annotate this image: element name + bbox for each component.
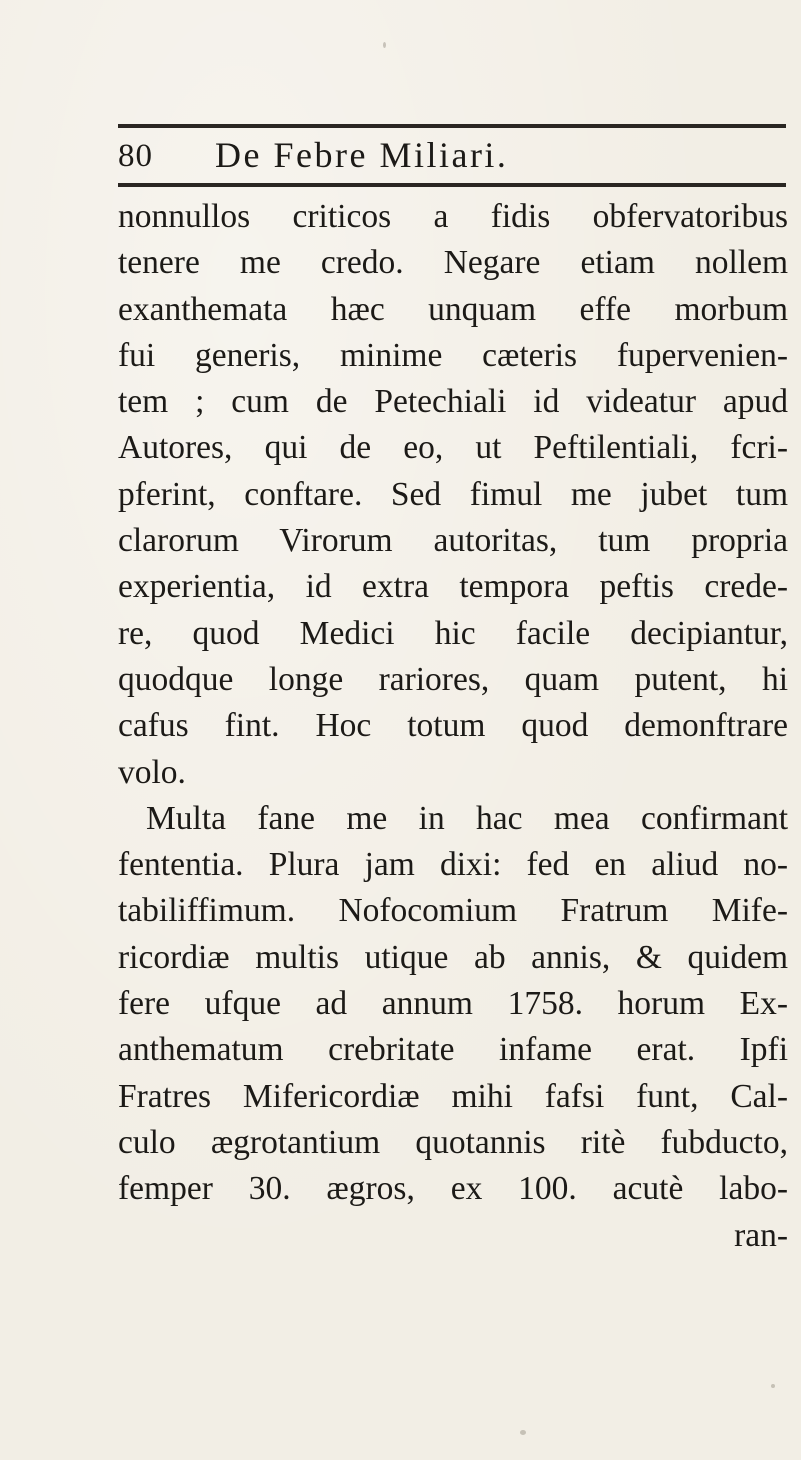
catchword: ran- xyxy=(734,1216,788,1254)
text-line: Fratres Mifericordiæ mihi fafsi funt, Cal- xyxy=(118,1077,788,1115)
text-line: re, quod Medici hic facile decipiantur, xyxy=(118,614,788,652)
running-head xyxy=(118,132,786,176)
text-line: fere ufque ad annum 1758. horum Ex- xyxy=(118,985,788,1023)
text-line: tem ; cum de Petechiali id videatur apud xyxy=(118,383,788,421)
text-line: fententia. Plura jam dixi: fed en aliud no- xyxy=(118,846,788,884)
text-line: volo. xyxy=(118,753,186,791)
header-rule-top xyxy=(118,124,786,128)
text-line: clarorum Virorum autoritas, tum propria xyxy=(118,522,788,560)
paper-speck xyxy=(383,42,386,48)
running-title: De Febre Miliari. xyxy=(215,135,509,175)
text-line: experientia, id extra tempora peftis crede- xyxy=(118,568,788,606)
text-line: quodque longe rariores, quam putent, hi xyxy=(118,660,788,698)
text-line: fui generis, minime cæteris fupervenien- xyxy=(118,336,788,374)
text-line: ricordiæ multis utique ab annis, & quidem xyxy=(118,938,788,976)
paper-speck xyxy=(520,1430,526,1435)
text-line: tenere me credo. Negare etiam nollem xyxy=(118,244,788,282)
paper-speck xyxy=(771,1384,775,1388)
header-rule-bottom xyxy=(118,183,786,187)
text-line: anthematum crebritate infame erat. Ipfi xyxy=(118,1031,788,1069)
text-line: Autores, qui de eo, ut Peftilentiali, fcri- xyxy=(118,429,788,467)
text-line: pferint, conftare. Sed fimul me jubet tum xyxy=(118,475,788,513)
text-line: femper 30. ægros, ex 100. acutè labo- xyxy=(118,1170,788,1208)
text-line: cafus fint. Hoc totum quod demonftrare xyxy=(118,707,788,745)
text-line: tabiliffimum. Nofocomium Fratrum Mife- xyxy=(118,892,788,930)
text-line: exanthemata hæc unquam effe morbum xyxy=(118,290,788,328)
text-line: Multa fane me in hac mea confirmant xyxy=(146,799,788,837)
text-line: culo ægrotantium quotannis ritè fubducto, xyxy=(118,1123,788,1161)
text-line: nonnullos criticos a fidis obfervatoribus xyxy=(118,198,788,235)
body-text xyxy=(118,194,788,1259)
page-number: 80 xyxy=(118,138,153,174)
